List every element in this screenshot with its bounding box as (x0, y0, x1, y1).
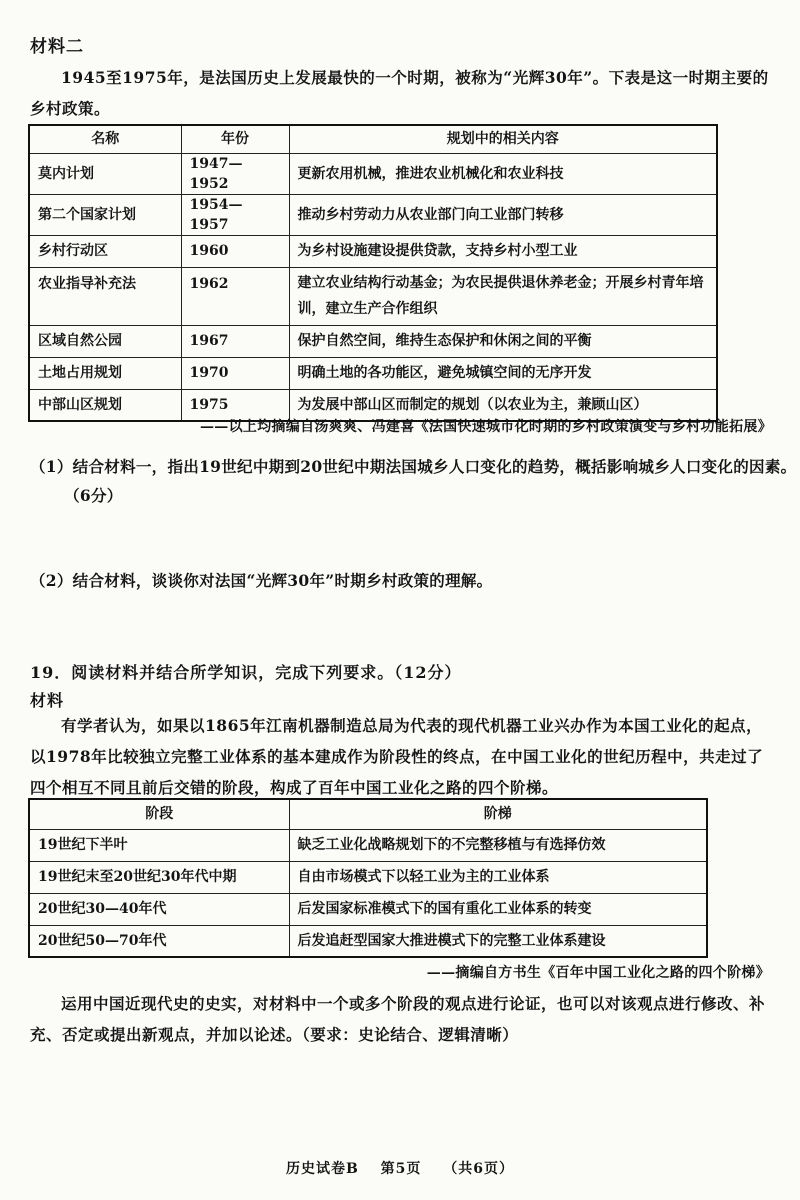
policy-year: 1947—1952 (181, 153, 289, 194)
step-cell: 后发追赶型国家大推进模式下的完整工业体系建设 (289, 925, 707, 957)
policy-content: 建立农业结构行动基金；为农民提供退休养老金；开展乡村青年培训，建立生产合作组织 (289, 267, 717, 325)
table-row (29, 829, 707, 861)
stage-cell: 20世纪30—40年代 (29, 893, 289, 925)
q19-paragraph: 有学者认为，如果以1865年江南机器制造总局为代表的现代机器工业兴办作为本国工业化的起点，以1978年比较独立完整工业体系的基本建成作为阶段性的终点，在中国工业化的世纪历程中，共走过了四个相互不同且前后交错的阶段，构成了百年中国工业化之路的四个阶梯。 (30, 716, 764, 797)
table-row (29, 925, 707, 957)
policy-content: 为发展中部山区而制定的规划（以农业为主，兼顾山区） (289, 389, 717, 421)
policy-name: 农业指导补充法 (29, 267, 181, 325)
step-cell: 自由市场模式下以轻工业为主的工业体系 (289, 861, 707, 893)
stage-cell: 19世纪末至20世纪30年代中期 (29, 861, 289, 893)
policy-name: 土地占用规划 (29, 357, 181, 389)
policy-year: 1967 (181, 325, 289, 357)
policy-content: 更新农用机械，推进农业机械化和农业科技 (289, 153, 717, 194)
policy-name: 乡村行动区 (29, 235, 181, 267)
footer-subject: 历史试卷B (285, 1161, 359, 1177)
policy-name: 中部山区规划 (29, 389, 181, 421)
footer-page: 第5页 (380, 1161, 422, 1177)
q19-title: 19．阅读材料并结合所学知识，完成下列要求。（12分） (30, 663, 462, 682)
q19-instruction: 运用中国近现代史的史实，对材料中一个或多个阶段的观点进行论证，也可以对该观点进行修改、补充、否定或提出新观点，并加以论述。（要求：史论结合、逻辑清晰） (30, 994, 766, 1044)
policy-name: 第二个国家计划 (29, 194, 181, 235)
table-row (29, 235, 717, 267)
q19-source: ——摘编自方书生《百年中国工业化之路的四个阶梯》 (426, 965, 770, 981)
footer-total: （共6页） (443, 1161, 515, 1177)
table-row (29, 861, 707, 893)
policy-content: 明确土地的各功能区，避免城镇空间的无序开发 (289, 357, 717, 389)
policy-year: 1962 (181, 267, 289, 325)
policy-name: 莫内计划 (29, 153, 181, 194)
q19-material-label: 材料 (30, 691, 65, 710)
question-2: （2）结合材料，谈谈你对法国“光辉30年”时期乡村政策的理解。 (30, 571, 493, 590)
policy-content: 推动乡村劳动力从农业部门向工业部门转移 (289, 194, 717, 235)
rural-policy-table (28, 124, 718, 422)
policy-year: 1954—1957 (181, 194, 289, 235)
step-cell: 缺乏工业化战略规划下的不完整移植与有选择仿效 (289, 829, 707, 861)
table-row (29, 267, 717, 325)
header-step: 阶梯 (289, 799, 707, 829)
header-year: 年份 (181, 125, 289, 153)
table-header-row (29, 125, 717, 153)
policy-content: 保护自然空间，维持生态保护和休闲之间的平衡 (289, 325, 717, 357)
table-row (29, 325, 717, 357)
stage-cell: 20世纪50—70年代 (29, 925, 289, 957)
policy-name: 区域自然公园 (29, 325, 181, 357)
table-row (29, 893, 707, 925)
table-row (29, 357, 717, 389)
page-footer (0, 1158, 800, 1178)
industrialization-table (28, 798, 708, 958)
header-name: 名称 (29, 125, 181, 153)
material2-source: ——以上均摘编自汤爽爽、冯建喜《法国快速城市化时期的乡村政策演变与乡村功能拓展》 (200, 419, 772, 435)
table-row (29, 153, 717, 194)
policy-content: 为乡村设施建设提供贷款，支持乡村小型工业 (289, 235, 717, 267)
question-1: （1）结合材料一，指出19世纪中期到20世纪中期法国城乡人口变化的趋势，概括影响城乡人口变化的因素。（6分） (30, 457, 797, 505)
header-content: 规划中的相关内容 (289, 125, 717, 153)
material2-intro: 1945至1975年，是法国历史上发展最快的一个时期，被称为“光辉30年”。下表是这一时期主要的乡村政策。 (30, 68, 769, 118)
stage-cell: 19世纪下半叶 (29, 829, 289, 861)
step-cell: 后发国家标准模式下的国有重化工业体系的转变 (289, 893, 707, 925)
table-row (29, 194, 717, 235)
header-stage: 阶段 (29, 799, 289, 829)
material2-heading: 材料二 (30, 37, 84, 57)
policy-year: 1960 (181, 235, 289, 267)
policy-year: 1975 (181, 389, 289, 421)
policy-year: 1970 (181, 357, 289, 389)
table-header-row (29, 799, 707, 829)
